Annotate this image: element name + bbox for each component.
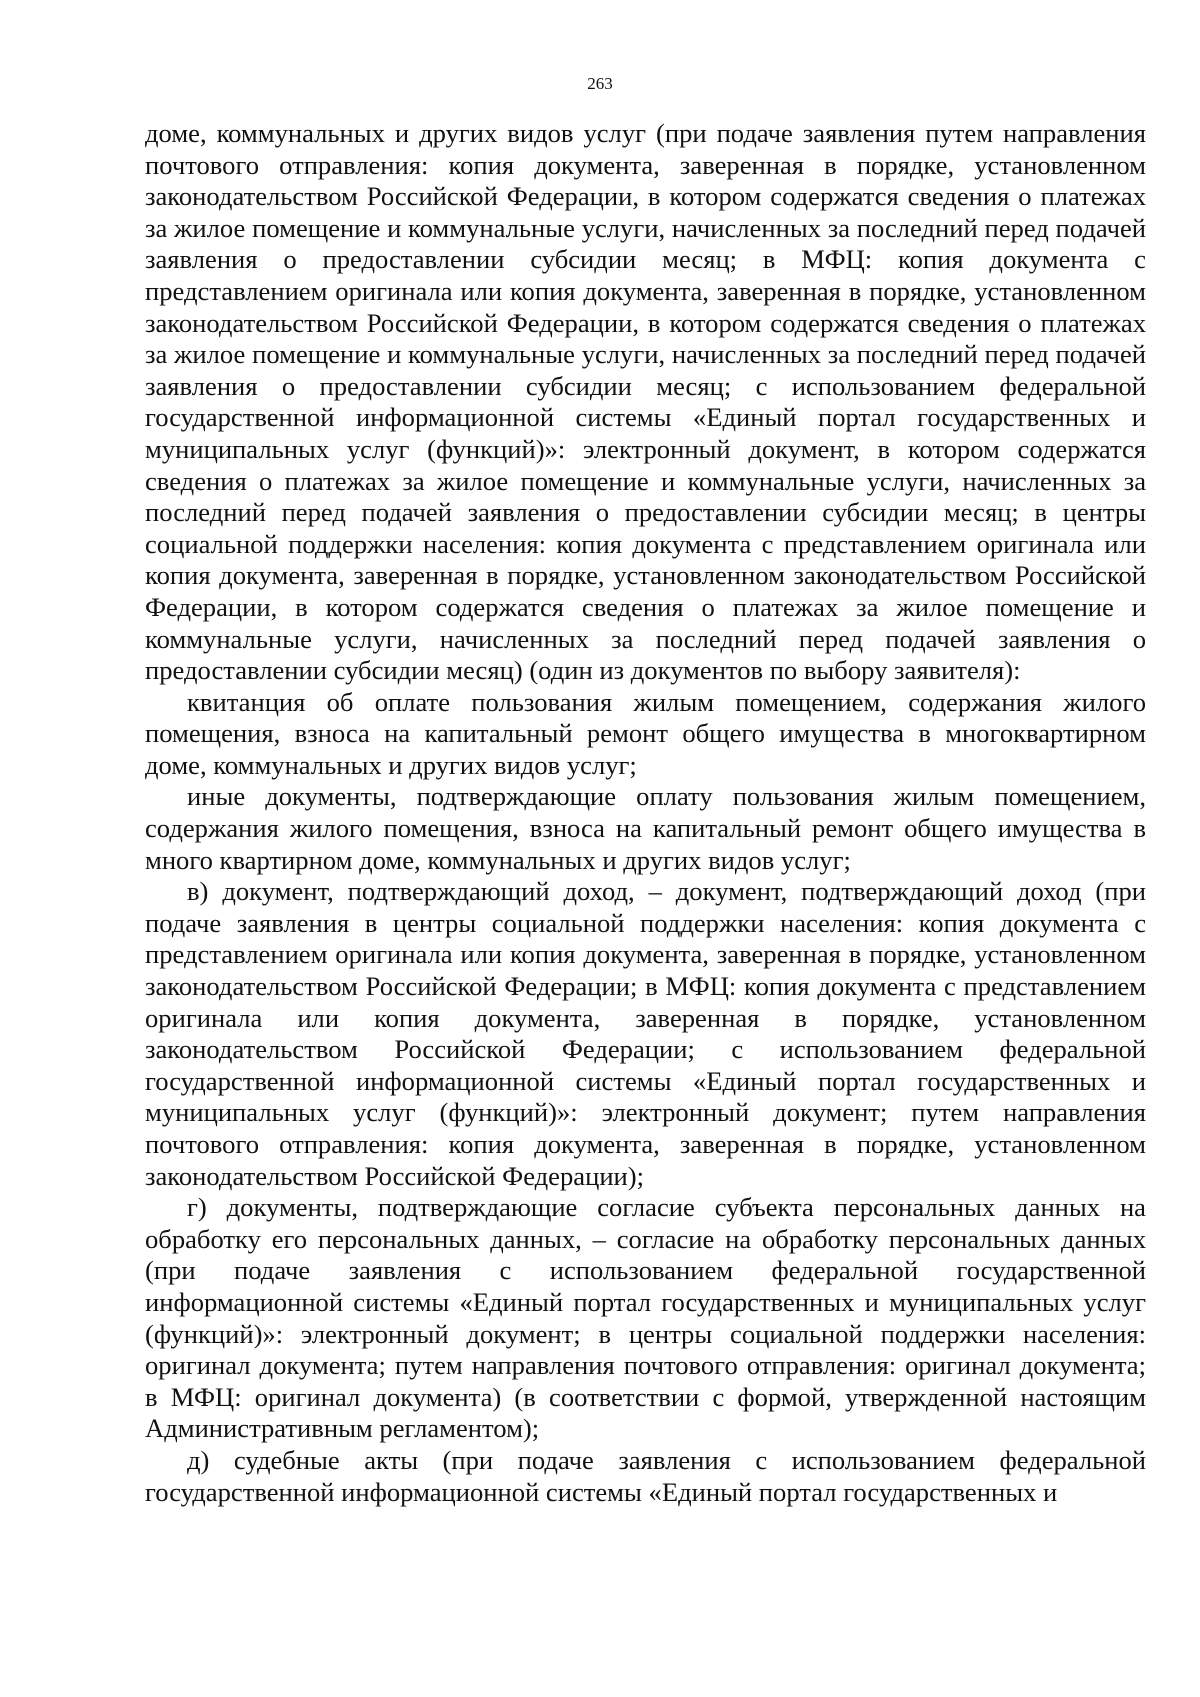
paragraph-continuation: доме, коммунальных и других видов услуг (при подаче заявления путем направления почтового отправления: копия документа, заверенная в порядке, установленном законодательством Российской Федерации, в котором содержатся сведения о платежах за жилое помещение и коммунальные услуги, начисленных за последний перед подачей заявления о предоставлении субсидии месяц; в МФЦ: копия документа с представлением оригинала или копия документа, заверенная в порядке, установленном законодательством Российской Федерации, в котором содержатся сведения о платежах за жилое помещение и коммунальные услуги, начисленных за последний перед подачей заявления о предоставлении субсидии месяц; с использованием федеральной государственной информационной системы «Единый портал государственных и муниципальных услуг (функций)»: электронный документ, в котором содержатся сведения о платежах за жилое помещение и коммунальные услуги, начисленных за последний перед подачей заявления о предоставлении субсидии месяц; в центры социальной поддержки населения: копия документа с представлением оригинала или копия документа, заверенная в порядке, установленном законодательством Российской Федерации, в котором содержатся сведения о платежах за жилое помещение и коммунальные услуги, начисленных за последний перед подачей заявления о предоставлении субсидии месяц) (один из документов по выбору заявителя): [145,118,1146,686]
paragraph-item-g-consent: г) документы, подтверждающие согласие субъекта персональных данных на обработку его персональных данных, – согласие на обработку персональных данных (при подаче заявления с использованием федеральной государственной информационной системы «Единый портал государственных и муниципальных услуг (функций)»: электронный документ; в центры социальной поддержки населения: оригинал документа; путем направления почтового отправления: оригинал документа; в МФЦ: оригинал документа) (в соответствии с формой, утвержденной настоящим Административным регламентом); [145,1192,1146,1444]
paragraph-item-v-income: в) документ, подтверждающий доход, – документ, подтверждающий доход (при подаче заявления в центры социальной поддержки населения: копия документа с представлением оригинала или копия документа, заверенная в порядке, установленном законодательством Российской Федерации; в МФЦ: копия документа с представлением оригинала или копия документа, заверенная в порядке, установленном законодательством Российской Федерации; с использованием федеральной государственной информационной системы «Единый портал государственных и муниципальных услуг (функций)»: электронный документ; путем направления почтового отправления: копия документа, заверенная в порядке, установленном законодательством Российской Федерации); [145,876,1146,1191]
document-body [145,118,1146,1508]
paragraph-other-documents: иные документы, подтверждающие оплату пользования жилым помещением, содержания жилого помещения, взноса на капитальный ремонт общего имущества в много квартирном доме, коммунальных и других видов услуг; [145,781,1146,875]
paragraph-receipt: квитанция об оплате пользования жилым помещением, содержания жилого помещения, взноса на капитальный ремонт общего имущества в многоквартирном доме, коммунальных и других видов услуг; [145,686,1146,780]
paragraph-item-d-court-acts: д) судебные акты (при подаче заявления с использованием федеральной государственной информационной системы «Единый портал государственных и [145,1444,1146,1507]
page-number: 263 [587,74,613,93]
